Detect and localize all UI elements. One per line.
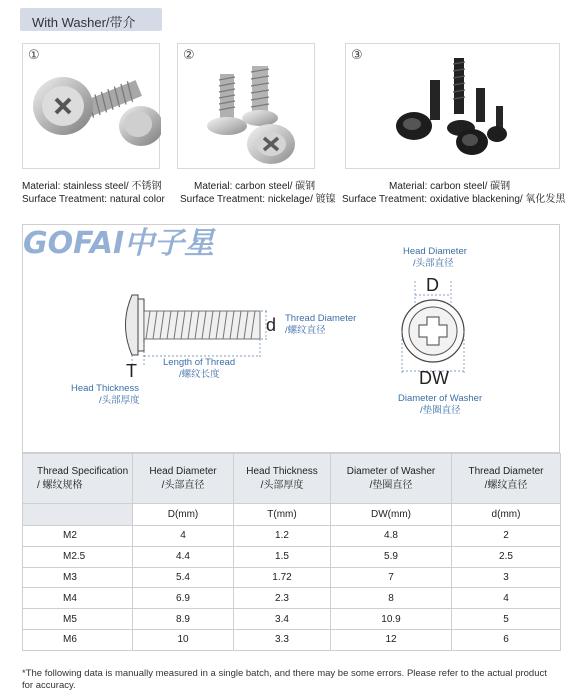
header-washer-diameter: Diameter of Washer /垫圈直径 bbox=[331, 454, 452, 504]
cell-head-diameter: 10 bbox=[133, 629, 234, 650]
cell-head-thickness: 2.3 bbox=[234, 588, 331, 609]
cell-thread-diameter: 6 bbox=[452, 629, 561, 650]
cell-washer-diameter: 12 bbox=[331, 629, 452, 650]
cell-thread-diameter: 2 bbox=[452, 526, 561, 547]
header-thread-spec: Thread Specification / 螺纹规格 bbox=[23, 454, 133, 504]
material-text: Material: carbon steel/ 碳钢 bbox=[389, 181, 511, 192]
cell-spec: M4 bbox=[23, 588, 133, 609]
variant-caption bbox=[180, 180, 336, 206]
cell-head-diameter: 8.9 bbox=[133, 609, 234, 630]
section-tag bbox=[20, 8, 162, 31]
table-row bbox=[23, 567, 561, 588]
table-row bbox=[23, 526, 561, 547]
surface-text: Surface Treatment: natural color bbox=[22, 194, 165, 205]
washer-diameter-symbol: DW bbox=[419, 368, 449, 388]
cell-head-thickness: 3.4 bbox=[234, 609, 331, 630]
units-row bbox=[23, 504, 561, 526]
surface-text: Surface Treatment: oxidative blackening/ 氧化发黑 bbox=[342, 194, 566, 205]
cell-head-diameter: 6.9 bbox=[133, 588, 234, 609]
cell-washer-diameter: 5.9 bbox=[331, 546, 452, 567]
cell-thread-diameter: 4 bbox=[452, 588, 561, 609]
washer-diameter-label: Diameter of Washer /垫圈直径 bbox=[398, 393, 483, 416]
svg-text:GOFAI中子星: GOFAI中子星 bbox=[23, 226, 215, 259]
nickel-screws-icon bbox=[178, 44, 316, 170]
cell-head-thickness: 1.2 bbox=[234, 526, 331, 547]
material-text: Material: carbon steel/ 碳钢 bbox=[194, 181, 316, 192]
section-title: With Washer/带介 bbox=[32, 15, 136, 30]
table-row bbox=[23, 629, 561, 650]
product-photo-stainless bbox=[22, 43, 160, 169]
cell-washer-diameter: 4.8 bbox=[331, 526, 452, 547]
cell-head-diameter: 4 bbox=[133, 526, 234, 547]
cell-spec: M5 bbox=[23, 609, 133, 630]
variant-caption bbox=[342, 180, 565, 206]
cell-spec: M6 bbox=[23, 629, 133, 650]
black-screws-icon bbox=[346, 44, 561, 170]
spec-table bbox=[22, 453, 561, 651]
header-head-thickness: Head Thickness /头部厚度 bbox=[234, 454, 331, 504]
surface-text: Surface Treatment: nickelage/ 镀镍 bbox=[180, 194, 336, 205]
variant-number: ② bbox=[183, 47, 195, 62]
head-diameter-label: Head Diameter /头部直径 bbox=[403, 246, 467, 269]
cell-head-thickness: 3.3 bbox=[234, 629, 331, 650]
thread-length-label: Length of Thread /螺纹长度 bbox=[163, 357, 236, 380]
accuracy-note: *The following data is manually measured in a single batch, and there may be some errors. Please refer to the actual product for accuracy. bbox=[22, 668, 547, 691]
head-thickness-symbol: T bbox=[126, 361, 137, 381]
material-text: Material: stainless steel/ 不锈钢 bbox=[22, 181, 162, 192]
header-head-diameter: Head Diameter /头部直径 bbox=[133, 454, 234, 504]
unit-cell: DW(mm) bbox=[331, 504, 452, 526]
product-photo-nickel bbox=[177, 43, 315, 169]
table-row bbox=[23, 588, 561, 609]
cell-spec: M2 bbox=[23, 526, 133, 547]
cell-washer-diameter: 8 bbox=[331, 588, 452, 609]
thread-diameter-symbol: d bbox=[266, 315, 277, 335]
unit-cell: D(mm) bbox=[133, 504, 234, 526]
cell-spec: M2.5 bbox=[23, 546, 133, 567]
table-row bbox=[23, 609, 561, 630]
screw-drawing-icon bbox=[23, 225, 561, 454]
stainless-screws-icon bbox=[23, 44, 161, 170]
watermark-logo bbox=[23, 225, 258, 259]
thread-diameter-label: Thread Diameter /螺纹直径 bbox=[285, 313, 357, 336]
unit-cell bbox=[23, 504, 133, 526]
cell-head-thickness: 1.72 bbox=[234, 567, 331, 588]
cell-thread-diameter: 5 bbox=[452, 609, 561, 630]
head-thickness-label: Head Thickness /头部厚度 bbox=[71, 383, 140, 406]
unit-cell: T(mm) bbox=[234, 504, 331, 526]
cell-thread-diameter: 3 bbox=[452, 567, 561, 588]
variant-caption bbox=[22, 180, 165, 206]
header-thread-diameter: Thread Diameter /螺纹直径 bbox=[452, 454, 561, 504]
dimension-diagram bbox=[22, 224, 560, 453]
variant-number: ① bbox=[28, 47, 40, 62]
cell-head-diameter: 5.4 bbox=[133, 567, 234, 588]
product-photo-black bbox=[345, 43, 560, 169]
cell-spec: M3 bbox=[23, 567, 133, 588]
cell-head-diameter: 4.4 bbox=[133, 546, 234, 567]
unit-cell: d(mm) bbox=[452, 504, 561, 526]
cell-head-thickness: 1.5 bbox=[234, 546, 331, 567]
cell-washer-diameter: 10.9 bbox=[331, 609, 452, 630]
head-diameter-symbol: D bbox=[426, 275, 439, 295]
variant-number: ③ bbox=[351, 47, 363, 62]
cell-washer-diameter: 7 bbox=[331, 567, 452, 588]
table-row bbox=[23, 546, 561, 567]
cell-thread-diameter: 2.5 bbox=[452, 546, 561, 567]
